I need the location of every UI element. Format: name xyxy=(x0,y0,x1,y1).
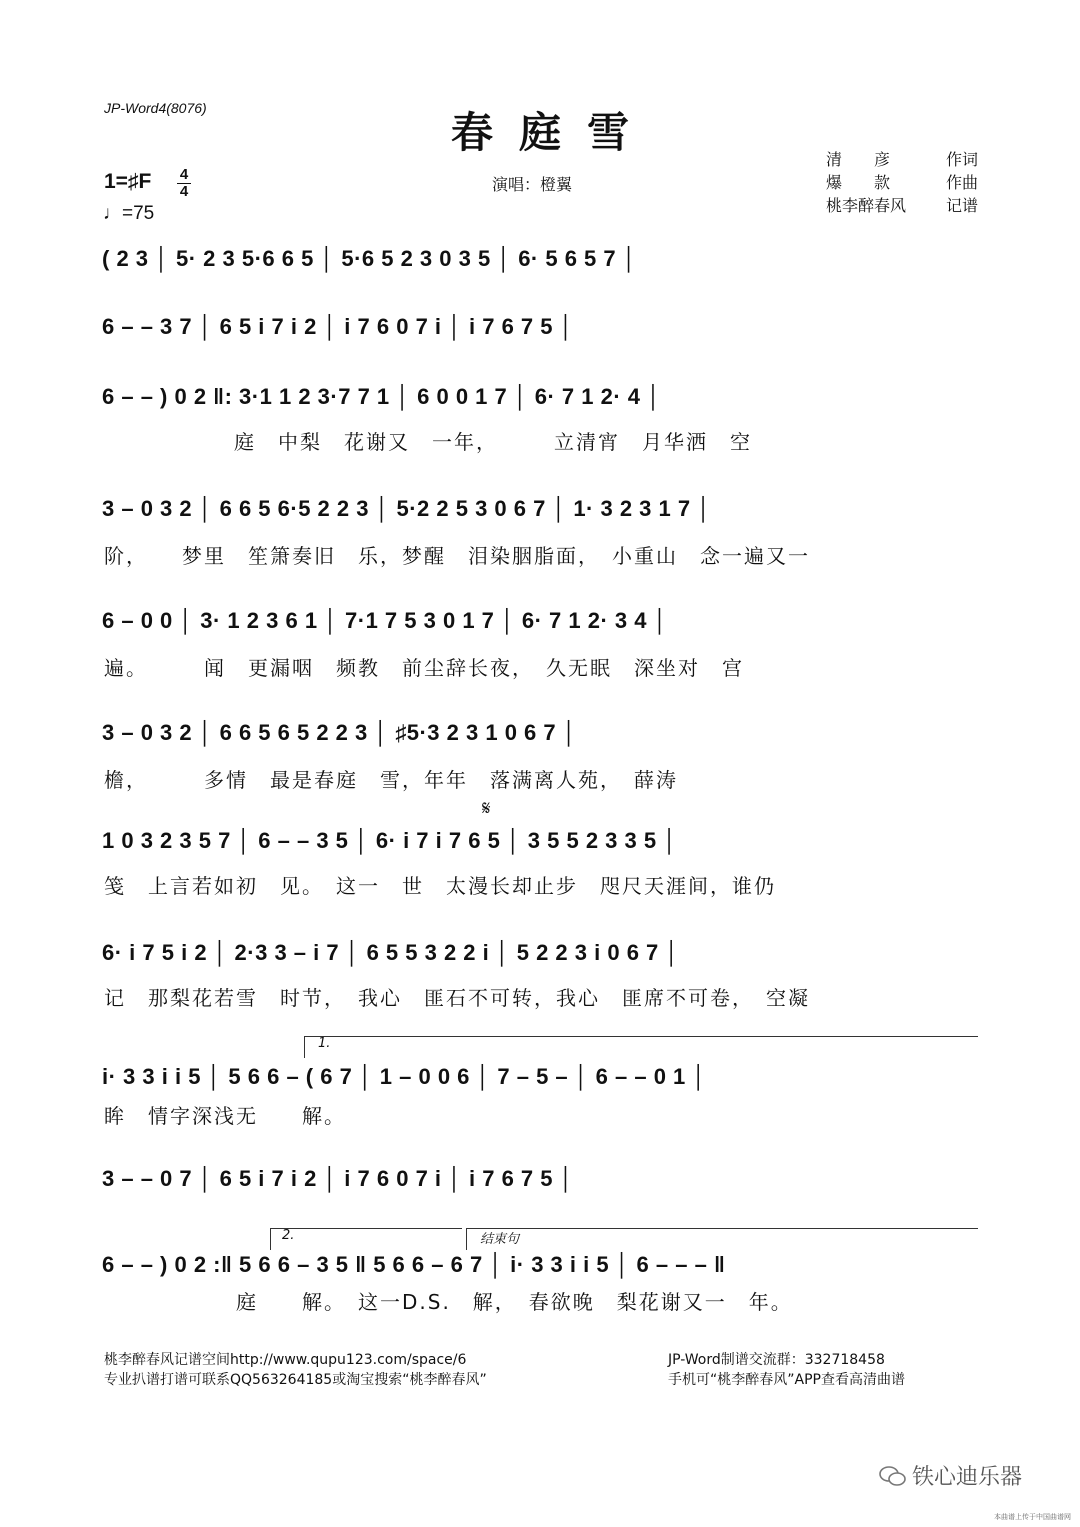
wechat-icon xyxy=(878,1465,908,1487)
volta-2-label: 2. xyxy=(282,1228,295,1243)
key-signature: 1=♯F xyxy=(104,170,152,193)
score-row-6: 3 – 0 3 2 │ 6 6 5 6 5 2 2 3 │ ♯5·3 2 3 1 0 6 7 │ xyxy=(102,720,577,745)
volta-2-bracket xyxy=(270,1228,462,1229)
lyric-row-9: 眸 情字深浅无 解。 xyxy=(104,1104,346,1128)
credit-lyricist: 清 彦 作词 xyxy=(826,150,978,169)
lyric-row-6: 檐， 多情 最是春庭 雪，年年 落满离人苑， 薛涛 xyxy=(104,768,678,792)
credit-composer: 爆 款 作曲 xyxy=(826,173,978,192)
score-row-10: 3 – – 0 7 │ 6 5 i 7 i 2 │ i 7 6 0 7 i │ i 7 6 7 5 │ xyxy=(102,1166,574,1191)
credit-transcriber: 桃李醉春风 记谱 xyxy=(826,196,978,215)
lyric-row-7: 笺 上言若如初 见。 这一 世 太漫长却止步 咫尺天涯间，谁仍 xyxy=(104,874,776,898)
watermark-text: 铁心迪乐器 xyxy=(912,1465,1023,1490)
score-row-8: 6· i 7 5 i 2 │ 2·3 3 – i 7 │ 6 5 5 3 2 2 i │ 5 2 2 3 i 0 6 7 │ xyxy=(102,940,680,965)
ending-bracket-start xyxy=(466,1228,467,1250)
footer-left-line-2: 专业扒谱打谱可联系QQ563264185或淘宝搜索“桃李醉春风” xyxy=(104,1372,487,1388)
score-row-7: 1 0 3 2 3 5 7 │ 6 – – 3 5 │ 6· i 7 i 7 6 5 │ 3 5 5 2 3 3 5 │ xyxy=(102,828,678,853)
footer-left-line-1: 桃李醉春风记谱空间http://www.qupu123.com/space/6 xyxy=(104,1352,467,1368)
song-title: 春庭雪 xyxy=(450,108,655,157)
score-row-11: 6 – – ) 0 2 :‖ 5 6 6 – 3 5 ‖ 5 6 6 – 6 7 │ i· 3 3 i i 5 │ 6 – – – ‖ xyxy=(102,1252,726,1277)
software-version: JP-Word4(8076) xyxy=(104,100,207,116)
lyric-row-11: 庭 解。 这一D.S. 解， 春欲晚 梨花谢又一 年。 xyxy=(104,1290,793,1314)
volta-1-bracket xyxy=(304,1036,978,1037)
corner-site-text: 本曲谱上传于中国曲谱网 xyxy=(994,1513,1071,1521)
singer-credit: 演唱：橙翼 xyxy=(492,175,573,194)
volta-2-bracket-start xyxy=(270,1228,271,1250)
lyric-row-3: 庭 中梨 花谢又 一年， 立清宵 月华洒 空 xyxy=(234,430,752,454)
watermark xyxy=(878,1460,1022,1491)
tempo-mark: ♩=75 xyxy=(103,203,155,224)
lyric-row-5: 遍。 闻 更漏咽 频教 前尘辞长夜， 久无眠 深坐对 宫 xyxy=(104,656,744,680)
score-row-5: 6 – 0 0 │ 3· 1 2 3 6 1 │ 7·1 7 5 3 0 1 7 │ 6· 7 1 2· 3 4 │ xyxy=(102,608,668,633)
ending-label: 结束句 xyxy=(480,1232,520,1247)
time-top: 4 xyxy=(179,166,189,183)
footer-right-line-1: JP-Word制谱交流群：332718458 xyxy=(668,1352,885,1368)
score-row-4: 3 – 0 3 2 │ 6 6 5 6·5 2 2 3 │ 5·2 2 5 3 0 6 7 │ 1· 3 2 3 1 7 │ xyxy=(102,496,712,521)
time-signature xyxy=(177,168,191,199)
score-row-1: ( 2 3 │ 5· 2 3 5·6 6 5 │ 5·6 5 2 3 0 3 5 │ 6· 5 6 5 7 │ xyxy=(102,246,638,271)
footer-left xyxy=(104,1350,487,1390)
volta-1-bracket-start xyxy=(304,1036,305,1058)
ending-bracket xyxy=(466,1228,978,1229)
lyric-row-4: 阶， 梦里 笙箫奏旧 乐，梦醒 泪染胭脂面， 小重山 念一遍又一 xyxy=(104,544,810,568)
footer-right xyxy=(668,1350,905,1390)
footer-right-line-2: 手机可“桃李醉春风”APP查看高清曲谱 xyxy=(668,1372,905,1388)
lyric-row-8: 记 那梨花若雪 时节， 我心 匪石不可转，我心 匪席不可卷， 空凝 xyxy=(104,986,810,1010)
segno-sign: 𝄋 xyxy=(482,796,491,820)
score-row-9: i· 3 3 i i 5 │ 5 6 6 – ( 6 7 │ 1 – 0 0 6 │ 7 – 5 – │ 6 – – 0 1 │ xyxy=(102,1064,707,1089)
score-row-2: 6 – – 3 7 │ 6 5 i 7 i 2 │ i 7 6 0 7 i │ i 7 6 7 5 │ xyxy=(102,314,574,339)
credits-block xyxy=(826,148,978,217)
volta-1-label: 1. xyxy=(318,1036,331,1051)
time-bottom: 4 xyxy=(179,183,189,200)
score-row-3: 6 – – ) 0 2 ‖: 3·1 1 2 3·7 7 1 │ 6 0 0 1 7 │ 6· 7 1 2· 4 │ xyxy=(102,384,662,409)
